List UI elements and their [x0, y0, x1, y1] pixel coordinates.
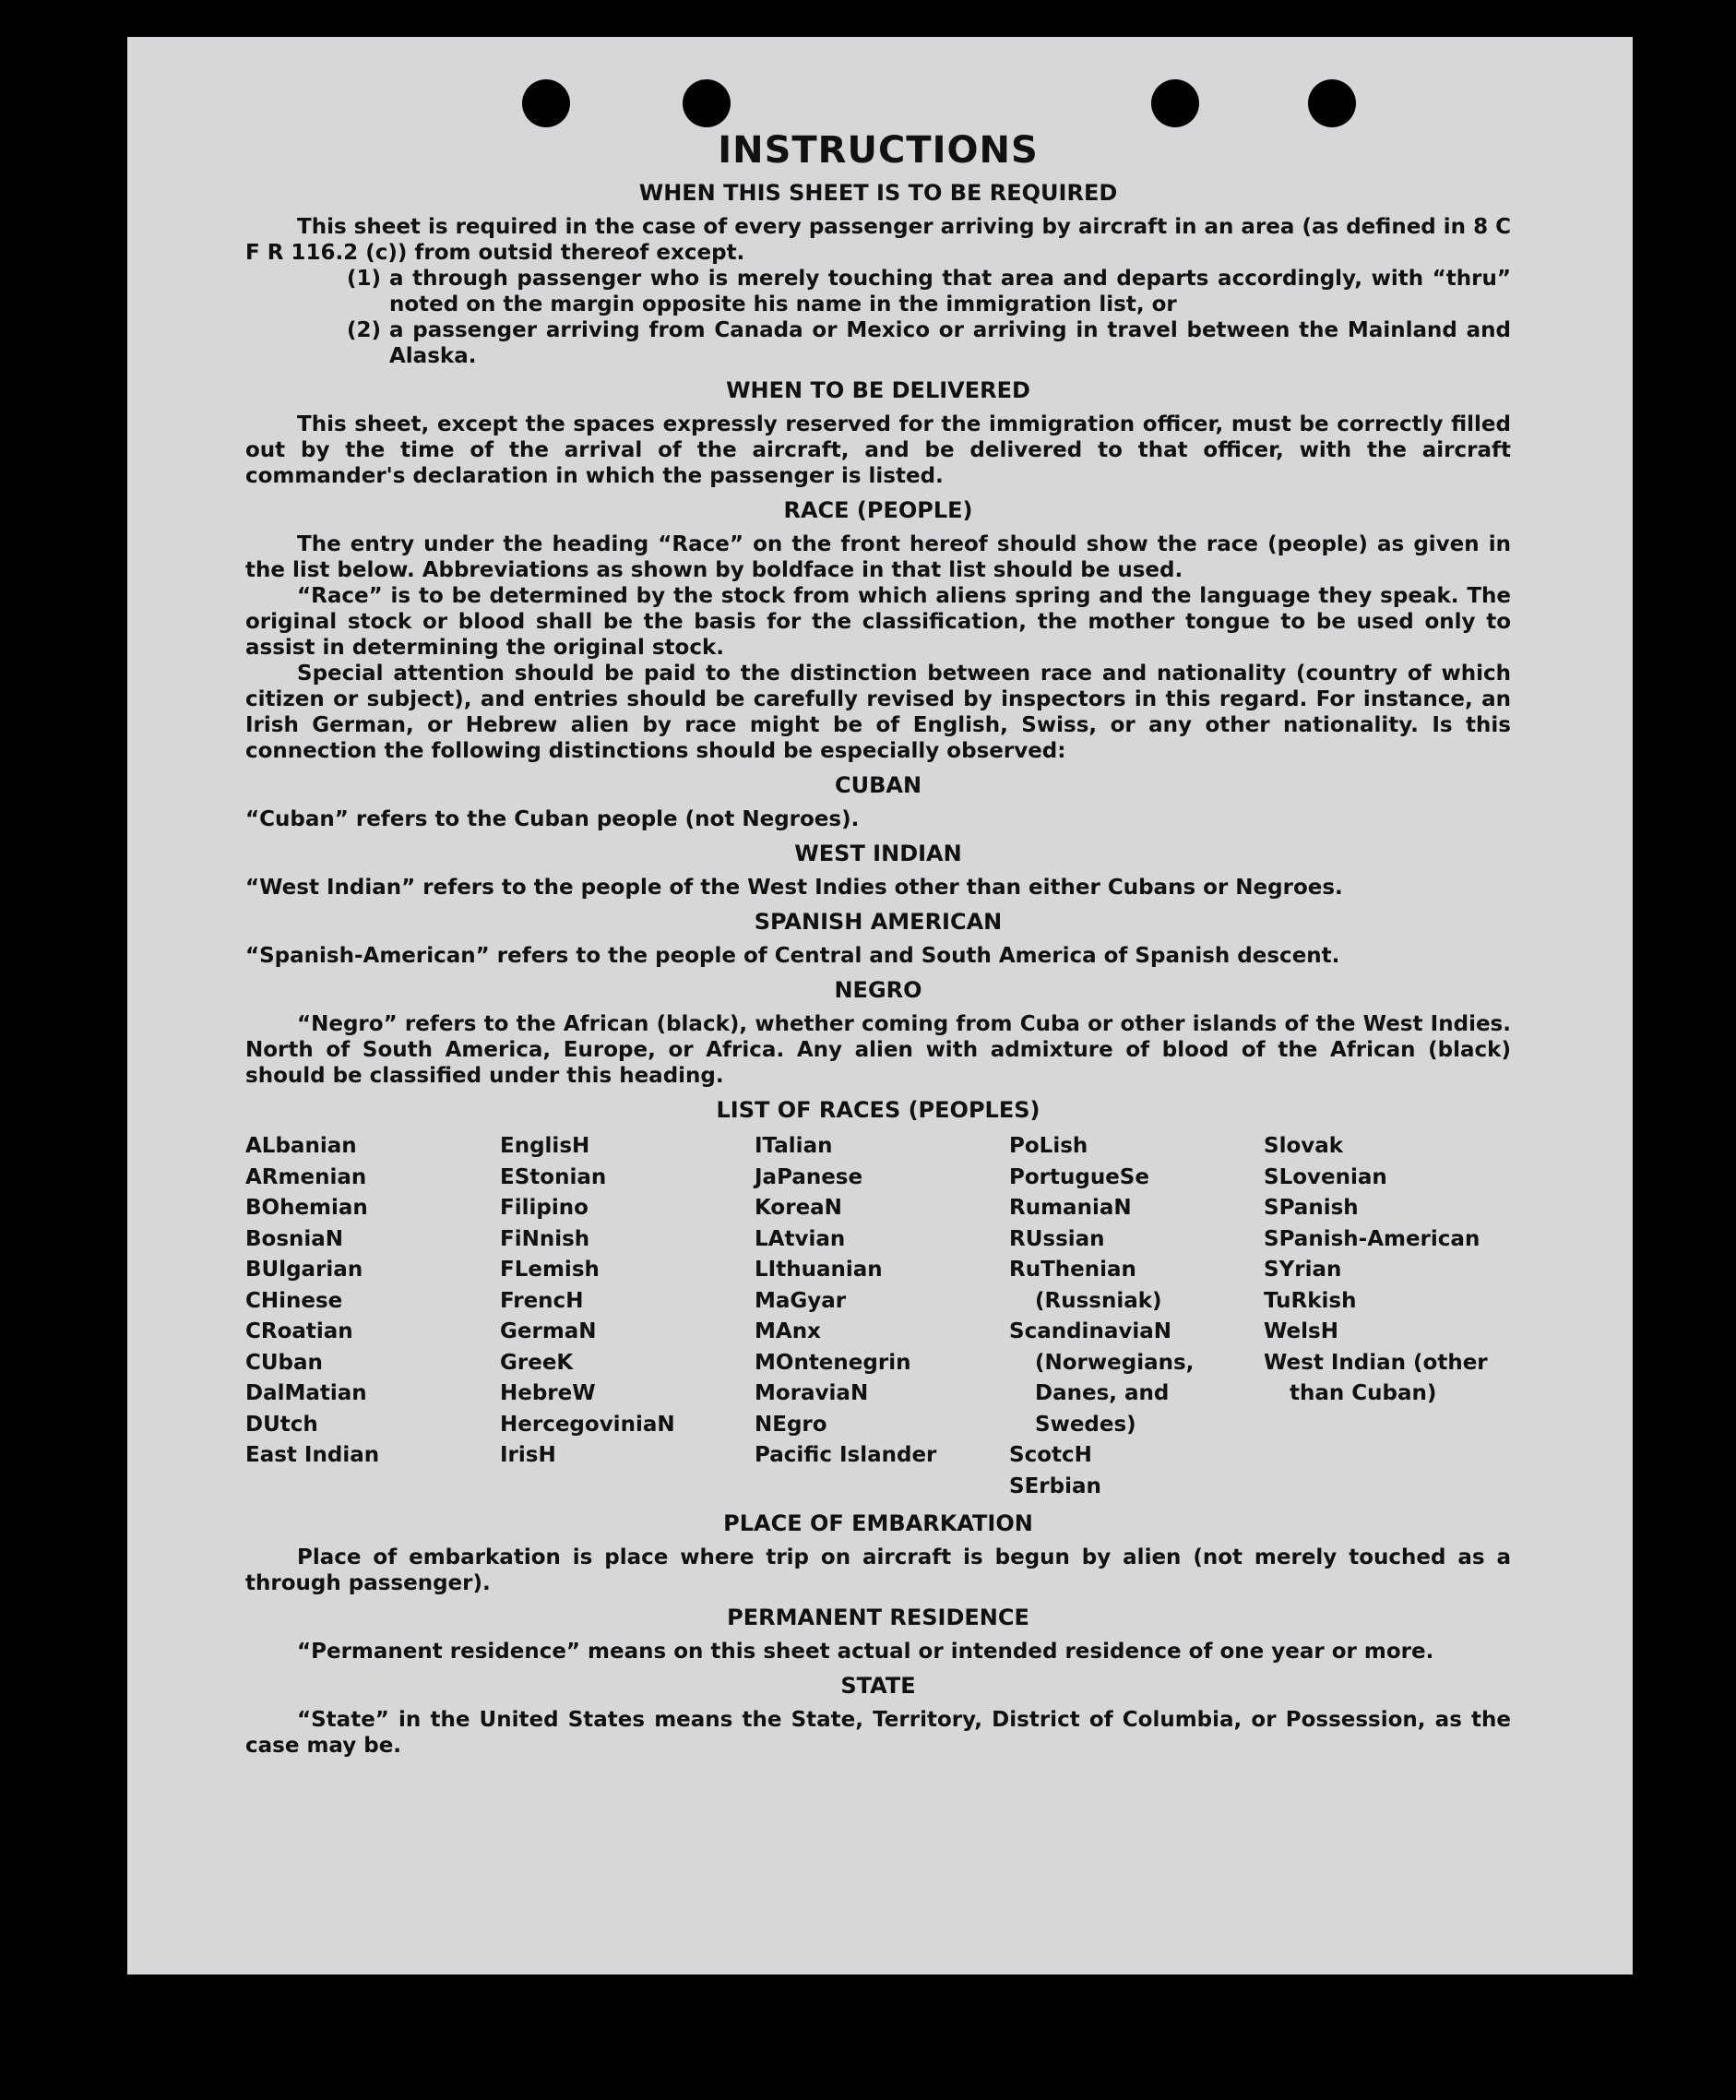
- race-item: DalMatian: [245, 1381, 367, 1405]
- race-item: SLovenian: [1264, 1164, 1387, 1189]
- race-item: BUlgarian: [245, 1258, 363, 1282]
- heading-spanish-american: SPANISH AMERICAN: [754, 909, 1003, 935]
- race-item: BosniaN: [245, 1226, 344, 1251]
- punch-hole: [683, 79, 731, 127]
- race-item: JaPanese: [755, 1164, 863, 1189]
- race-item: RuThenian (Russniak): [1009, 1258, 1162, 1313]
- delivered-text: This sheet, except the spaces expressly reserved for the immigration officer, must be correctly filled out by the time of the arrival of the aircraft, and be delivered to that officer, with the aircraft commander's declaration in which the passenger is listed.: [245, 412, 1511, 488]
- exception-number: (2): [347, 318, 382, 342]
- race-item: WelsH: [1264, 1319, 1338, 1343]
- heading-embarkation: PLACE OF EMBARKATION: [723, 1510, 1033, 1536]
- west-indian-text: “West Indian” refers to the people of the West Indies other than either Cubans or Negroes.: [245, 876, 1343, 900]
- race-item: West Indian (other than Cuban): [1264, 1350, 1488, 1405]
- race-item: CUban: [245, 1350, 323, 1375]
- race-item: TuRkish: [1264, 1288, 1357, 1313]
- race-item: MaGyar: [755, 1288, 847, 1313]
- race-item: MoraviaN: [755, 1381, 869, 1405]
- race-column: [1009, 1131, 1264, 1502]
- race-item: IrisH: [500, 1443, 556, 1467]
- required-intro: This sheet is required in the case of every passenger arriving by aircraft in an area (as defined in 8 C F R 116.2 (c)) from outsid thereof except.: [245, 215, 1511, 265]
- race-item: CHinese: [245, 1288, 343, 1313]
- instruction-sheet: [127, 37, 1633, 1975]
- race-item: ARmenian: [245, 1164, 367, 1189]
- heading-state: STATE: [840, 1673, 916, 1699]
- page-title: INSTRUCTIONS: [718, 129, 1039, 172]
- race-column: [245, 1131, 500, 1502]
- punch-hole: [1151, 79, 1199, 127]
- punch-hole: [1308, 79, 1356, 127]
- heading-west-indian: WEST INDIAN: [794, 841, 962, 866]
- race-item: CRoatian: [245, 1319, 353, 1343]
- race-item: LAtvian: [755, 1226, 846, 1251]
- spanish-american-text: “Spanish-American” refers to the people of Central and South America of Spanish descent.: [245, 944, 1340, 968]
- race-item: Pacific Islander: [755, 1443, 937, 1467]
- race-paragraph: “Race” is to be determined by the stock from which aliens spring and the language they speak. The original stock or blood shall be the basis for the classification, the mother tongue to be used only to assist in determining the original stock.: [245, 584, 1511, 660]
- negro-text: “Negro” refers to the African (black), whether coming from Cuba or other islands of the West Indies. North of South America, Europe, or Africa. Any alien with admixture of blood of the African (black) should be classified under this heading.: [245, 1012, 1511, 1088]
- race-item: DUtch: [245, 1412, 318, 1437]
- heading-race: RACE (PEOPLE): [783, 497, 973, 523]
- heading-negro: NEGRO: [834, 977, 922, 1003]
- race-item: NEgro: [755, 1412, 827, 1437]
- race-item: LIthuanian: [755, 1258, 883, 1282]
- race-column: [1264, 1131, 1511, 1502]
- race-item: East Indian: [245, 1443, 380, 1467]
- race-item: SErbian: [1009, 1474, 1101, 1498]
- race-item: FrencH: [500, 1288, 584, 1313]
- race-item: HercegoviniaN: [500, 1412, 675, 1437]
- race-item: FiNnish: [500, 1226, 590, 1251]
- race-item: EStonian: [500, 1164, 607, 1189]
- race-item: PortugueSe: [1009, 1164, 1149, 1189]
- race-list: [245, 1131, 1511, 1502]
- race-item: ScandinaviaN (Norwegians, Danes, and Swedes): [1009, 1319, 1195, 1437]
- race-item: FLemish: [500, 1258, 600, 1282]
- exception-text: a through passenger who is merely touching that area and departs accordingly, with “thru” noted on the margin opposite his name in the immigration list, or: [389, 267, 1511, 316]
- race-item: Slovak: [1264, 1134, 1344, 1158]
- instructions-content: [245, 129, 1511, 1759]
- state-text: “State” in the United States means the State, Territory, District of Columbia, or Possession, as the case may be.: [245, 1708, 1511, 1758]
- race-item: SPanish: [1264, 1196, 1359, 1220]
- punch-hole: [522, 79, 570, 127]
- race-item: PoLish: [1009, 1134, 1088, 1158]
- race-item: SYrian: [1264, 1258, 1342, 1282]
- residence-text: “Permanent residence” means on this sheet actual or intended residence of one year or more.: [297, 1640, 1434, 1664]
- race-item: HebreW: [500, 1381, 596, 1405]
- race-item: ScotcH: [1009, 1443, 1092, 1467]
- race-item: EnglisH: [500, 1134, 590, 1158]
- race-item: RumaniaN: [1009, 1196, 1132, 1220]
- race-item: ITalian: [755, 1134, 833, 1158]
- exception-number: (1): [347, 267, 382, 291]
- cuban-text: “Cuban” refers to the Cuban people (not Negroes).: [245, 807, 860, 831]
- heading-permanent-residence: PERMANENT RESIDENCE: [727, 1605, 1029, 1630]
- race-item: Filipino: [500, 1196, 589, 1220]
- race-column: [755, 1131, 1009, 1502]
- embarkation-text: Place of embarkation is place where trip on aircraft is begun by alien (not merely touched as a through passenger).: [245, 1545, 1511, 1595]
- race-paragraph: The entry under the heading “Race” on the front hereof should show the race (people) as given in the list below. Abbreviations as shown by boldface in that list should be used.: [245, 532, 1511, 582]
- heading-when-delivered: WHEN TO BE DELIVERED: [726, 377, 1030, 403]
- race-item: RUssian: [1009, 1226, 1105, 1251]
- exception-item: [347, 317, 1511, 369]
- heading-cuban: CUBAN: [834, 772, 922, 798]
- race-item: ALbanian: [245, 1134, 357, 1158]
- race-paragraph: Special attention should be paid to the distinction between race and nationality (country of which citizen or subject), and entries should be carefully revised by inspectors in this regard. For instance, an Irish German, or Hebrew alien by race might be of English, Swiss, or any other nationality. Is this connection the following distinctions should be especially observed:: [245, 662, 1511, 763]
- race-item: MAnx: [755, 1319, 821, 1343]
- race-item: GermaN: [500, 1319, 597, 1343]
- heading-list-of-races: LIST OF RACES (PEOPLES): [716, 1097, 1040, 1123]
- race-column: [500, 1131, 755, 1502]
- heading-when-required: WHEN THIS SHEET IS TO BE REQUIRED: [638, 180, 1118, 206]
- exception-item: [347, 266, 1511, 317]
- exception-text: a passenger arriving from Canada or Mexico or arriving in travel between the Mainland and Alaska.: [389, 318, 1511, 368]
- race-item: SPanish-American: [1264, 1226, 1480, 1251]
- race-item: BOhemian: [245, 1196, 368, 1220]
- race-item: KoreaN: [755, 1196, 842, 1220]
- race-item: MOntenegrin: [755, 1350, 911, 1375]
- race-item: GreeK: [500, 1350, 574, 1375]
